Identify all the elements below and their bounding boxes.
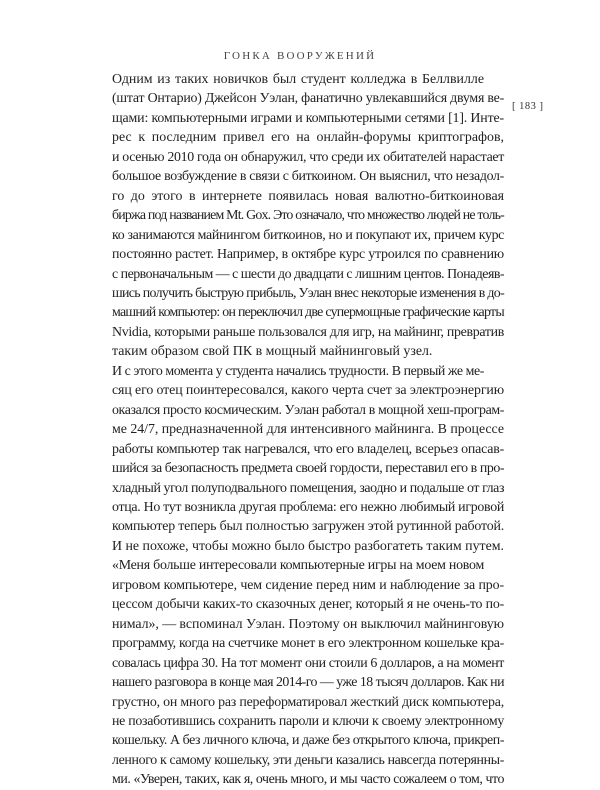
page-number: [ 183 ] (512, 101, 544, 112)
text-line: ме 24/7, предназначенной для интенсивного майнинга. В процессе (112, 422, 504, 438)
text-line: кошельку. А без личного ключа, и даже без открытого ключа, прикреп- (112, 733, 505, 749)
text-line: машний компьютер: он переключил две супермощные графические карты (112, 305, 504, 321)
text-line: шийся за безопасность предмета своей гордости, переставил его в про- (112, 461, 505, 477)
text-line: нимал», — вспоминал Уэлан. Поэтому он выключил майнинговую (112, 616, 504, 632)
text-line: с первоначальным — с шести до двадцати с лишним центов. Понадеяв- (112, 266, 505, 282)
text-line: компьютер теперь был полностью загружен этой рутинной работой. (112, 519, 504, 535)
text-line: ленного к самому кошельку, эти деньги казались навсегда потерянны- (112, 752, 504, 768)
text-line: программу, когда на счетчике монет в его электронном кошельке кра- (112, 636, 505, 652)
text-line: игровом компьютере, чем сидение перед ним и наблюдение за про- (112, 577, 505, 593)
running-header: ГОНКА ВООРУЖЕНИЙ (223, 50, 377, 62)
text-line: «Меня больше интересовали компьютерные игры на моем новом (112, 558, 484, 574)
text-line: Nvidia, которыми раньше пользовался для игр, на майнинг, превратив (112, 324, 504, 340)
text-line: грустно, он много раз переформатировал жесткий диск компьютера, (112, 694, 504, 710)
text-line: не позаботившись сохранить пароли и ключи к своему электронному (112, 713, 504, 729)
text-line: ми. «Уверен, таких, как я, очень много, и мы часто сожалеем о том, что (112, 772, 505, 788)
paragraph (92, 362, 504, 557)
text-line: цессом добычи каких-то сказочных денег, который я не очень-то по- (112, 597, 505, 613)
text-line: отца. Но тут возникла другая проблема: его нежно любимый игровой (112, 499, 504, 515)
paragraph (92, 70, 504, 362)
text-line: (штат Онтарио) Джейсон Уэлан, фанатично увлекавшийся двумя ве- (112, 91, 505, 107)
text-line: щами: компьютерными играми и компьютерными сетями [1]. Инте- (112, 110, 504, 126)
text-line: И с этого момента у студента начались трудности. В первый же ме- (112, 363, 484, 379)
text-line: хладный угол полуподвального помещения, заодно и подальше от глаз (112, 480, 505, 496)
text-line: нашего разговора в конце мая 2014-го — уже 18 тысяч долларов. Как ни (112, 675, 504, 691)
text-line: и осенью 2010 года он обнаружил, что среди их обитателей нарастает (112, 149, 505, 165)
body-text (92, 70, 504, 790)
text-line: сяц его отец поинтересовался, какого черта счет за электроэнергию (112, 383, 505, 399)
text-line: таким образом свой ПК в мощный майнинговый узел. (112, 344, 433, 360)
text-line: го до этого в интернете появилась новая валютно-биткоиновая (112, 188, 504, 204)
text-line: И не похоже, чтобы можно было быстро разбогатеть таким путем. (112, 538, 505, 554)
text-line: большое возбуждение в связи с биткоином. Он выяснил, что незадол- (112, 169, 504, 185)
text-line: биржа под названием Mt. Gox. Это означало, что множество людей не толь- (112, 208, 504, 224)
text-line: Одним из таких новичков был студент колледжа в Беллвилле (112, 72, 485, 87)
text-line: постоянно растет. Например, в октябре курс утроился по сравнению (112, 247, 504, 263)
paragraph (92, 556, 504, 789)
text-line: совалась цифра 30. На тот момент они стоили 6 долларов, а на момент (112, 655, 505, 671)
text-line: шись получить быструю прибыль, Уэлан внес некоторые изменения в до- (112, 285, 505, 301)
text-line: работы компьютер так нагревался, что его владелец, всерьез опасав- (112, 441, 504, 457)
text-line: ко занимаются майнингом биткоинов, но и покупают их, причем курс (112, 227, 505, 243)
text-line: рес к последним привел его на онлайн-форумы криптографов, (112, 130, 504, 146)
text-line: оказался просто космическим. Уэлан работал в мощной хеш-програм- (112, 402, 504, 418)
